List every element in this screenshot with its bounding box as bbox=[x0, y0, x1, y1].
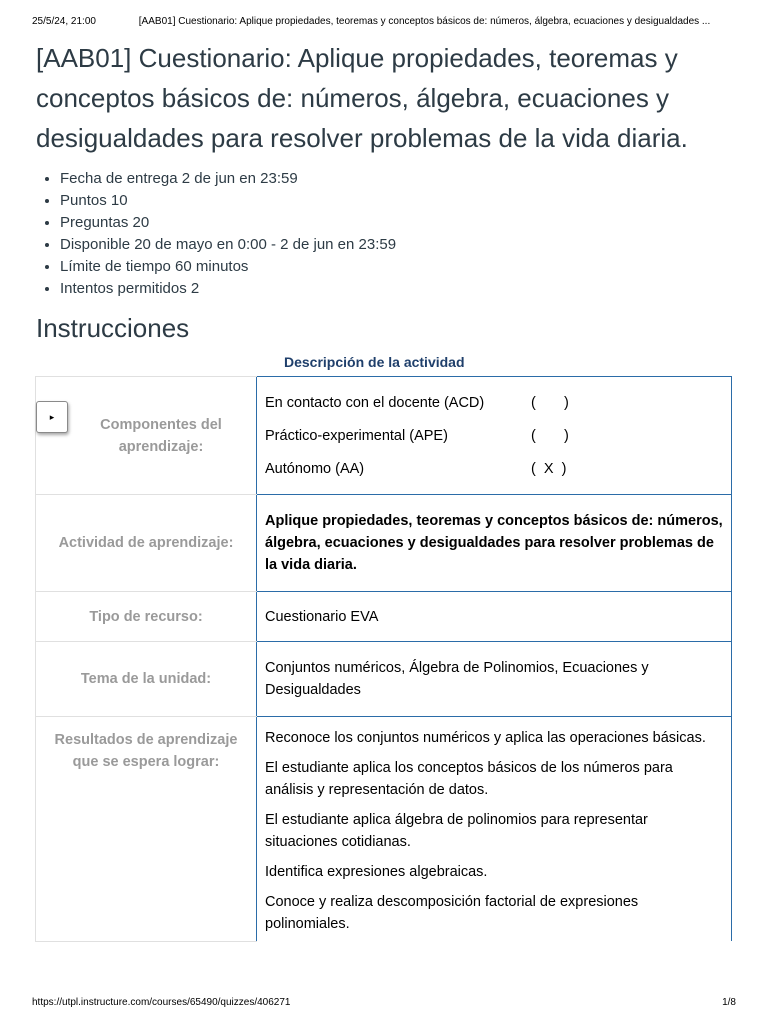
table-row bbox=[36, 717, 732, 942]
instructions-heading: Instrucciones bbox=[36, 313, 190, 343]
print-date: 25/5/24, 21:00 bbox=[32, 16, 96, 27]
resultados-value-cell bbox=[257, 717, 732, 942]
list-item: El estudiante aplica los conceptos básicos de los números para análisis y representación de datos. bbox=[265, 760, 673, 798]
tipo-label: Tipo de recurso: bbox=[36, 592, 257, 642]
componente-name: Práctico-experimental (APE) bbox=[265, 427, 448, 444]
componentes-value-cell bbox=[257, 377, 732, 495]
list-item: El estudiante aplica álgebra de polinomios para representar situaciones cotidianas. bbox=[265, 812, 648, 850]
list-item bbox=[265, 452, 723, 485]
quiz-due-date: • Fecha de entrega 2 de jun en 23:59 bbox=[60, 168, 736, 190]
quiz-attempts: • Intentos permitidos 2 bbox=[60, 278, 736, 300]
list-item: Reconoce los conjuntos numéricos y aplica las operaciones básicas. bbox=[265, 730, 706, 746]
quiz-details-list bbox=[36, 168, 736, 300]
print-header bbox=[32, 16, 736, 27]
quiz-points: • Puntos 10 bbox=[60, 190, 736, 212]
activity-table-caption: Descripción de la actividad bbox=[284, 354, 465, 370]
tema-value: Conjuntos numéricos, Álgebra de Polinomios, Ecuaciones y Desigualdades bbox=[257, 642, 732, 717]
print-footer bbox=[32, 997, 736, 1008]
list-item bbox=[265, 419, 723, 452]
play-icon[interactable]: ▸ bbox=[36, 401, 68, 433]
table-row bbox=[36, 642, 732, 717]
quiz-content bbox=[36, 38, 736, 942]
quiz-time-limit: • Límite de tiempo 60 minutos bbox=[60, 256, 736, 278]
tema-label: Tema de la unidad: bbox=[36, 642, 257, 717]
resultados-label: Resultados de aprendizaje que se espera lograr: bbox=[36, 717, 257, 942]
componente-mark: ( X ) bbox=[531, 460, 567, 477]
quiz-availability: • Disponible 20 de mayo en 0:00 - 2 de jun en 23:59 bbox=[60, 234, 736, 256]
quiz-questions: • Preguntas 20 bbox=[60, 212, 736, 234]
table-row bbox=[36, 495, 732, 592]
list-item: Conoce y realiza descomposición factorial de expresiones polinomiales. bbox=[265, 894, 639, 932]
table-row bbox=[36, 592, 732, 642]
list-item bbox=[265, 386, 723, 419]
componentes-label: Componentes del aprendizaje: bbox=[100, 416, 222, 455]
componente-name: En contacto con el docente (ACD) bbox=[265, 394, 485, 411]
quiz-title: [AAB01] Cuestionario: Aplique propiedades, teoremas y conceptos básicos de: números, álgebra, ecuaciones y desigualdades para resolver problemas de la vida diaria. bbox=[36, 43, 688, 153]
print-page-number: 1/8 bbox=[722, 997, 736, 1008]
print-url[interactable]: https://utpl.instructure.com/courses/65490/quizzes/406271 bbox=[32, 997, 291, 1008]
componentes-label-cell bbox=[36, 377, 257, 495]
componente-mark: ( ) bbox=[531, 427, 569, 444]
activity-description-table bbox=[35, 376, 732, 942]
actividad-value: Aplique propiedades, teoremas y conceptos básicos de: números, álgebra, ecuaciones y desigualdades para resolver problemas de la vida diaria. bbox=[257, 495, 732, 592]
print-document-title: [AAB01] Cuestionario: Aplique propiedades, teoremas y conceptos básicos de: números, álgebra, ecuaciones y desigualdades ... bbox=[138, 16, 711, 27]
componente-mark: ( ) bbox=[531, 394, 569, 411]
list-item: Identifica expresiones algebraicas. bbox=[265, 864, 488, 880]
table-row bbox=[36, 377, 732, 495]
tipo-value: Cuestionario EVA bbox=[257, 592, 732, 642]
componente-name: Autónomo (AA) bbox=[265, 460, 365, 477]
actividad-label: Actividad de aprendizaje: bbox=[36, 495, 257, 592]
